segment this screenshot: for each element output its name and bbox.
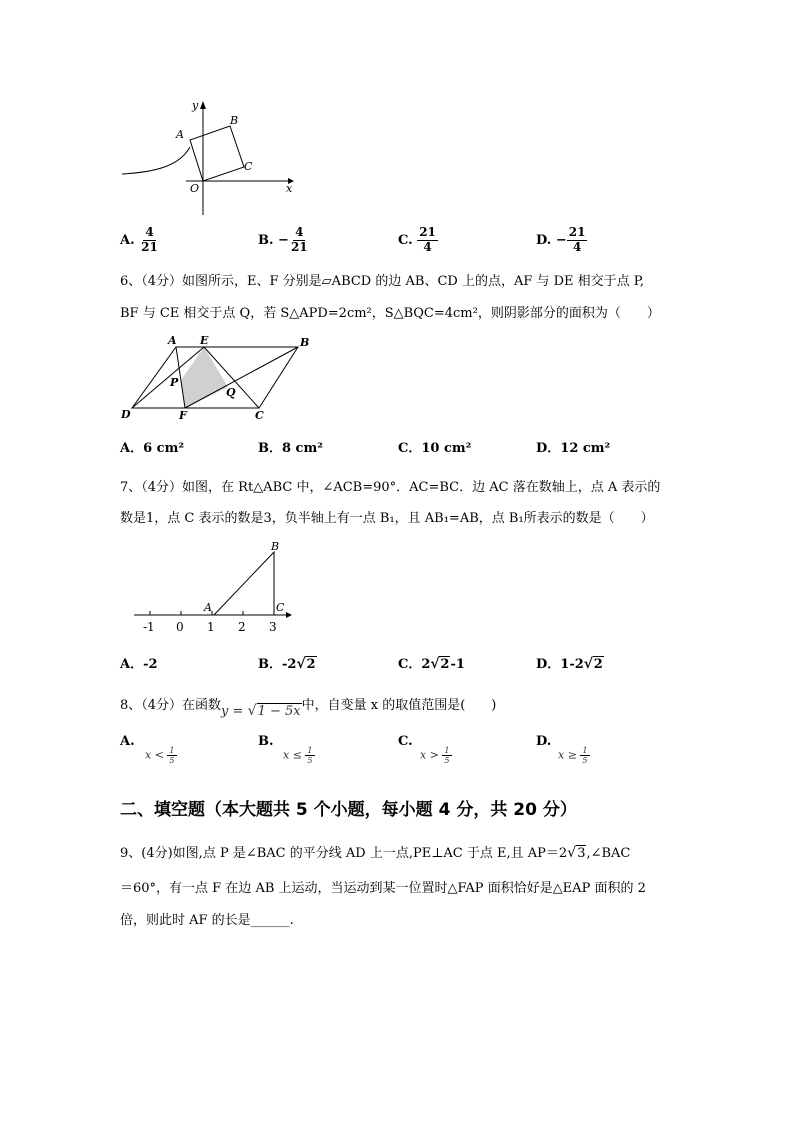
tick-label-neg1: -1 — [143, 620, 155, 634]
q8-option-a-expr: x < $\frac{1}{5}$ — [145, 746, 175, 766]
q9-line1 — [120, 842, 630, 861]
label-A: A — [176, 128, 184, 141]
q6-option-b[interactable]: B．8 cm² — [258, 441, 323, 456]
q5-option-c[interactable] — [398, 226, 438, 255]
q7-line2: 数是1，点 C 表示的数是3，负半轴上有一点 B₁，且 AB₁=AB，点 B₁所表示的数是（ ） — [120, 511, 654, 526]
label-O: O — [190, 182, 200, 195]
label-A: A — [204, 601, 212, 614]
option-letter: D. — [536, 232, 552, 248]
hyperbola-curve — [122, 147, 190, 174]
option-value: 1-2 — [560, 657, 584, 672]
option-letter: B． — [258, 657, 282, 672]
option-letter: D． — [536, 657, 561, 672]
fraction: $\frac{21}{4}$ — [419, 225, 436, 254]
q5-figure — [118, 95, 298, 220]
option-value: -2 — [143, 657, 158, 672]
q7-line1: 7、（4分）如图，在 Rt△ABC 中，∠ACB=90°．AC=BC．边 AC 落在数轴上，点 A 表示的 — [120, 480, 661, 495]
option-letter: C. — [398, 232, 413, 248]
sqrt: √ 2 — [430, 657, 450, 672]
q8-option-c-expr: x > $\frac{1}{5}$ — [420, 746, 450, 766]
q8-option-b-letter[interactable]: B. — [258, 734, 274, 749]
tick-label-0: 0 — [176, 620, 184, 634]
fraction: $\frac{4}{21}$ — [290, 225, 308, 254]
q8-option-c-letter[interactable]: C. — [398, 734, 413, 749]
minus-sign: − — [278, 232, 289, 248]
q8-option-a-letter[interactable]: A. — [120, 734, 135, 749]
q5-option-b[interactable] — [258, 226, 310, 255]
label-D: D — [121, 408, 131, 421]
number-line-arrow — [286, 612, 292, 618]
q7-option-c[interactable] — [398, 653, 465, 672]
q8-option-d-letter[interactable]: D. — [536, 734, 552, 749]
minus-sign: − — [555, 232, 567, 248]
q6-line1: 6、（4分）如图所示，E、F 分别是▱ABCD 的边 AB、CD 上的点，AF 与 DE 相交于点 P, — [120, 274, 645, 289]
label-E: E — [200, 334, 209, 347]
q9-line1-text: 9、(4分)如图,点 P 是∠BAC 的平分线 AD 上一点,PE⊥AC 于点 E,且 AP＝2 — [120, 846, 568, 861]
q8-line — [120, 694, 497, 719]
label-C: C — [244, 160, 253, 173]
sqrt: √ 2 — [296, 657, 316, 672]
option-letter: C． — [398, 657, 422, 672]
q5-option-a[interactable] — [120, 226, 160, 255]
option-value: -2 — [282, 657, 297, 672]
sqrt: √ 2 — [584, 657, 604, 672]
q7-option-d[interactable] — [536, 653, 604, 672]
q8-option-b-expr: x ≤ $\frac{1}{5}$ — [283, 746, 313, 766]
option-letter: B. — [258, 232, 274, 248]
section-heading: 二、填空题（本大题共 5 个小题，每小题 4 分，共 20 分） — [120, 800, 577, 820]
q6-figure — [118, 330, 318, 426]
label-B: B — [271, 540, 280, 553]
q6-option-c[interactable]: C．10 cm² — [398, 441, 472, 456]
option-value-tail: -1 — [450, 657, 465, 672]
fraction: $\frac{21}{4}$ — [568, 225, 586, 254]
q7-option-b[interactable] — [258, 653, 317, 672]
q9-line1-tail: ,∠BAC — [586, 846, 631, 861]
q8-suffix: 中，自变量 x 的取值范围是( ) — [301, 698, 497, 713]
label-B: B — [230, 114, 239, 127]
label-x: x — [286, 182, 293, 195]
label-F: F — [179, 409, 187, 422]
label-Q: Q — [226, 386, 236, 399]
q8-option-d-expr: x ≥ $\frac{1}{5}$ — [558, 746, 588, 766]
tick-label-2: 2 — [238, 620, 246, 634]
q8-formula: y = √ 1 − 5x — [221, 704, 302, 719]
q6-option-d[interactable]: D．12 cm² — [536, 441, 611, 456]
fraction: $\frac{4}{21}$ — [141, 225, 158, 254]
sqrt: √ 3 — [567, 846, 586, 861]
q7-figure — [132, 538, 297, 634]
option-letter: A. — [120, 232, 135, 248]
label-P: P — [170, 376, 179, 389]
q8-prefix: 8、（4分）在函数 — [120, 698, 222, 713]
option-letter: A． — [120, 657, 144, 672]
label-y: y — [192, 99, 199, 112]
square-OABC — [190, 126, 244, 181]
tick-label-3: 3 — [269, 620, 277, 634]
q5-option-d[interactable] — [536, 226, 587, 255]
tick-label-1: 1 — [207, 620, 215, 634]
q9-line3: 倍，则此时 AF 的长是______. — [120, 913, 294, 928]
option-value: 2 — [421, 657, 431, 672]
label-B: B — [300, 336, 310, 349]
q7-option-a[interactable] — [120, 653, 158, 672]
q6-line2: BF 与 CE 相交于点 Q，若 S△APD=2cm²，S△BQC=4cm²，则阴影部分的面积为（ ） — [120, 306, 660, 321]
q6-option-a[interactable]: A．6 cm² — [120, 441, 185, 456]
label-A: A — [168, 334, 177, 347]
y-axis-arrow — [200, 101, 206, 109]
label-C: C — [255, 409, 264, 422]
triangle-ABC — [214, 552, 274, 615]
label-C: C — [276, 601, 285, 614]
shaded-region-EPFQ — [181, 347, 228, 408]
q9-line2: ＝60°，有一点 F 在边 AB 上运动，当运动到某一位置时△FAP 面积恰好是△EAP 面积的 2 — [120, 881, 646, 896]
